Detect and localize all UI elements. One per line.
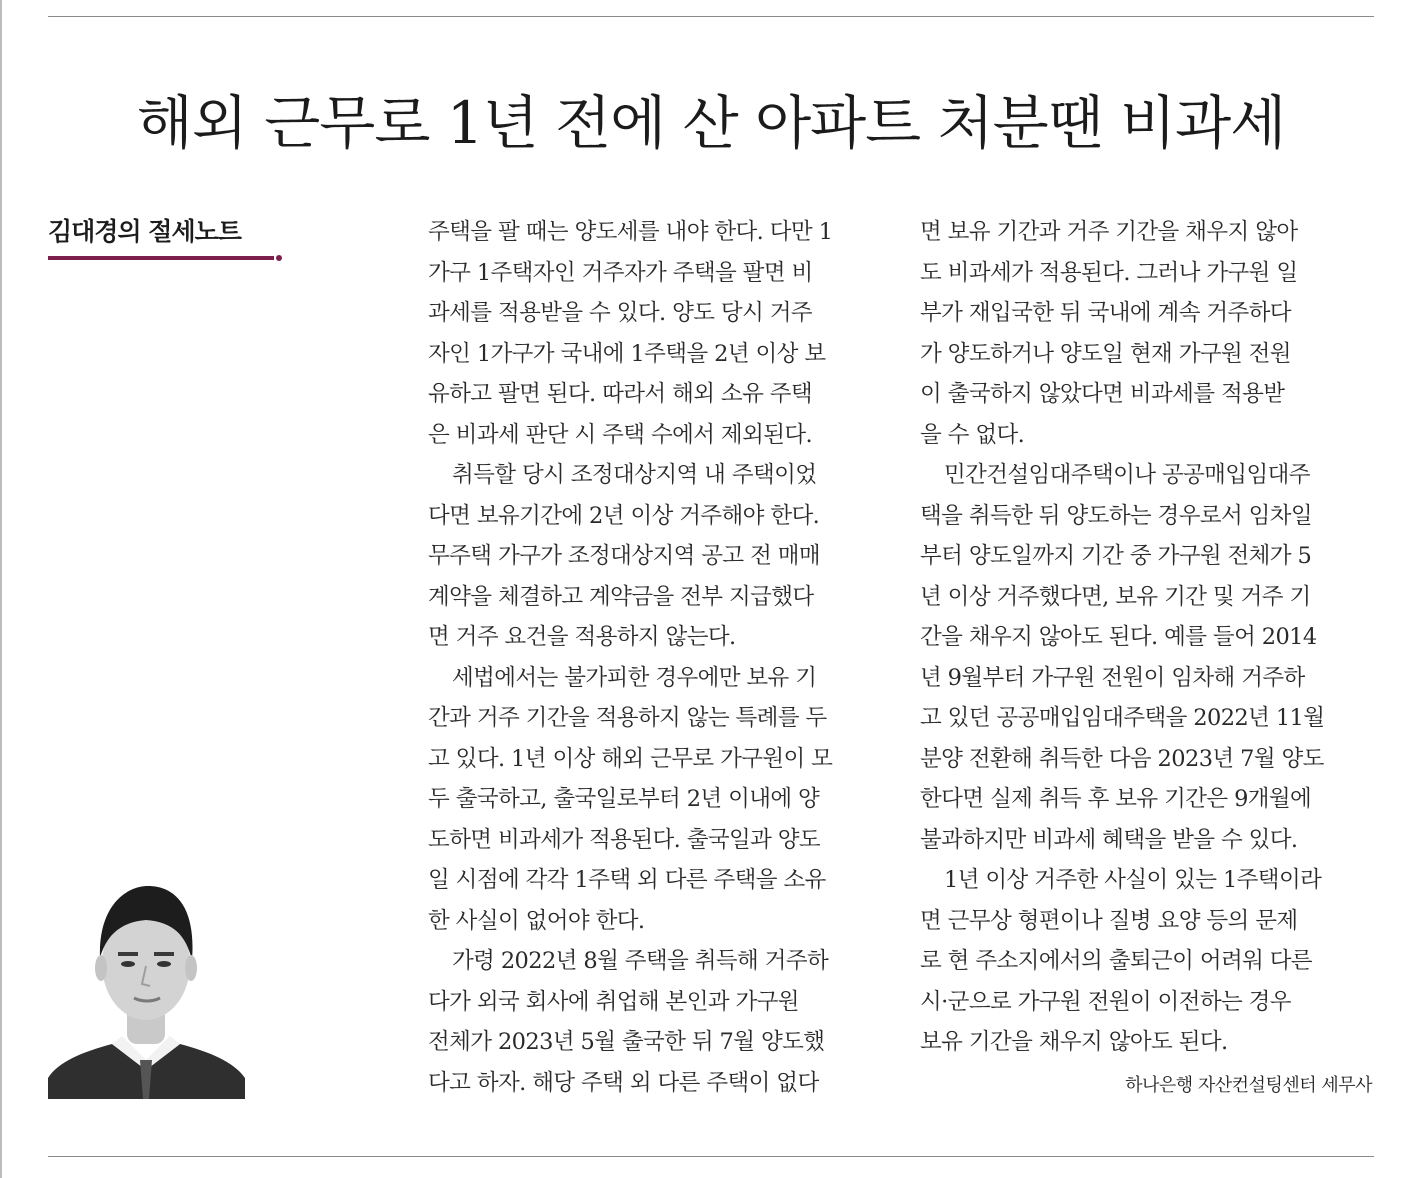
- page-edge: [0, 0, 2, 1178]
- article-body-column-1: [428, 212, 888, 1103]
- body-text-line: 계약을 체결하고 계약금을 전부 지급했다: [428, 583, 814, 610]
- body-text-line: 취득할 당시 조정대상지역 내 주택이었: [452, 462, 817, 488]
- article-body-column-2: [920, 212, 1380, 1063]
- body-text-line: 다가 외국 회사에 취업해 본인과 가구원: [428, 988, 799, 1015]
- body-text-line: 1년 이상 거주한 사실이 있는 1주택이라: [944, 867, 1322, 893]
- column-name-dot: [276, 255, 282, 261]
- body-text-line: 시·군으로 가구원 전원이 이전하는 경우: [920, 988, 1291, 1015]
- body-text-line: 불과하지만 비과세 혜택을 받을 수 있다.: [920, 826, 1298, 853]
- body-text-line: 가 양도하거나 양도일 현재 가구원 전원: [920, 340, 1291, 367]
- body-text-line: 도하면 비과세가 적용된다. 출국일과 양도: [428, 826, 821, 853]
- column-name: 김대경의 절세노트: [48, 217, 241, 246]
- body-text-line: 이 출국하지 않았다면 비과세를 적용받: [920, 381, 1285, 407]
- body-text-line: 가구 1주택자인 거주자가 주택을 팔면 비: [428, 259, 813, 286]
- body-text-line: 간과 거주 기간을 적용하지 않는 특례를 두: [428, 705, 827, 731]
- body-text-line: 간을 채우지 않아도 된다. 예를 들어 2014: [920, 624, 1317, 650]
- body-text-line: 분양 전환해 취득한 다음 2023년 7월 양도: [920, 745, 1324, 772]
- body-text-line: 전체가 2023년 5월 출국한 뒤 7월 양도했: [428, 1029, 825, 1055]
- body-text-line: 다면 보유기간에 2년 이상 거주해야 한다.: [428, 502, 820, 529]
- body-text-line: 민간건설임대주택이나 공공매입임대주: [944, 462, 1310, 488]
- body-text-line: 일 시점에 각각 1주택 외 다른 주택을 소유: [428, 867, 826, 893]
- body-text-line: 유하고 팔면 된다. 따라서 해외 소유 주택: [428, 381, 813, 407]
- body-text-line: 로 현 주소지에서의 출퇴근이 어려워 다른: [920, 948, 1313, 974]
- body-text-line: 한다면 실제 취득 후 보유 기간은 9개월에: [920, 786, 1312, 812]
- body-text-line: 과세를 적용받을 수 있다. 양도 당시 거주: [428, 300, 813, 326]
- body-text-line: 부가 재입국한 뒤 국내에 계속 거주하다: [920, 300, 1291, 326]
- body-text-line: 보유 기간을 채우지 않아도 된다.: [920, 1029, 1228, 1055]
- top-rule: [48, 16, 1374, 17]
- body-text-line: 다고 하자. 해당 주택 외 다른 주택이 없다: [428, 1069, 819, 1096]
- body-text-line: 한 사실이 없어야 한다.: [428, 907, 645, 934]
- bottom-rule: [48, 1156, 1374, 1157]
- body-text-line: 면 보유 기간과 거주 기간을 채우지 않아: [920, 219, 1298, 245]
- body-text-line: 무주택 가구가 조정대상지역 공고 전 매매: [428, 543, 821, 569]
- body-text-line: 년 이상 거주했다면, 보유 기간 및 거주 기: [920, 583, 1311, 610]
- body-text-line: 고 있다. 1년 이상 해외 근무로 가구원이 모: [428, 745, 833, 772]
- body-text-line: 가령 2022년 8월 주택을 취득해 거주하: [452, 948, 829, 974]
- body-text-line: 을 수 없다.: [920, 421, 1025, 448]
- body-text-line: 두 출국하고, 출국일로부터 2년 이내에 양: [428, 786, 820, 812]
- headline: 해외 근무로 1년 전에 산 아파트 처분땐 비과세: [136, 89, 1286, 157]
- body-text-line: 부터 양도일까지 기간 중 가구원 전체가 5: [920, 543, 1312, 569]
- author-byline: 하나은행 자산컨설팅센터 세무사: [1125, 1075, 1372, 1096]
- body-text-line: 년 9월부터 가구원 전원이 임차해 거주하: [920, 664, 1305, 691]
- body-text-line: 주택을 팔 때는 양도세를 내야 한다. 다만 1: [428, 219, 833, 245]
- body-text-line: 고 있던 공공매입임대주택을 2022년 11월: [920, 705, 1325, 731]
- body-text-line: 세법에서는 불가피한 경우에만 보유 기: [452, 664, 817, 691]
- body-text-line: 자인 1가구가 국내에 1주택을 2년 이상 보: [428, 340, 826, 367]
- column-name-underline: [48, 256, 274, 260]
- body-text-line: 은 비과세 판단 시 주택 수에서 제외된다.: [428, 421, 813, 448]
- body-text-line: 도 비과세가 적용된다. 그러나 가구원 일: [920, 259, 1298, 286]
- body-text-line: 택을 취득한 뒤 양도하는 경우로서 임차일: [920, 502, 1313, 529]
- body-text-line: 면 근무상 형편이나 질병 요양 등의 문제: [920, 907, 1298, 934]
- body-text-line: 면 거주 요건을 적용하지 않는다.: [428, 624, 736, 650]
- author-photo: [48, 876, 245, 1099]
